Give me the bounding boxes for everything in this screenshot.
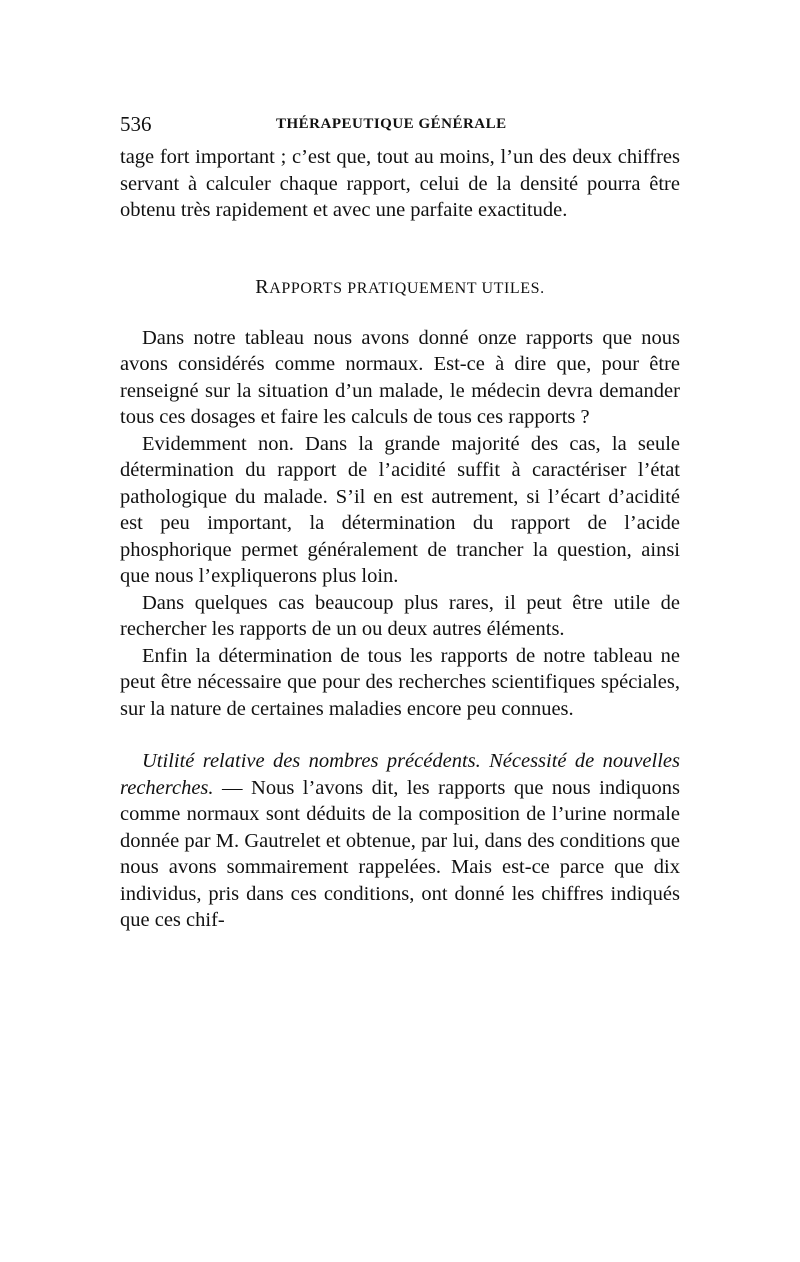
paragraph-enfin: Enfin la détermination de tous les rapports de notre tableau ne peut être nécessaire que pour des recherches scientifiques spéciales, sur la nature de certaines maladies encore peu connues. [120, 644, 680, 720]
section-heading-rest: APPORTS PRATIQUEMENT UTILES. [269, 279, 545, 297]
page-header [120, 112, 680, 144]
page-number: 536 [120, 112, 152, 136]
continued-paragraph: tage fort important ; c’est que, tout au moins, l’un des deux chiffres servant à calculer chaque rapport, celui de la densité pourra être obtenu très rapidement et avec une parfaite exactitude. [120, 146, 680, 221]
running-head: THÉRAPEUTIQUE GÉNÉRALE [276, 116, 507, 132]
paragraph-tableau: Dans notre tableau nous avons donné onze rapports que nous avons considérés comme normaux. Est-ce à dire que, pour être renseigné sur la situation d’un malade, le médecin devra demander tous ces dosages et faire les calculs de tous ces rapports ? [120, 326, 680, 428]
utilite-text: — Nous l’avons dit, les rapports que nous indiquons comme normaux sont déduits de la composition de l’urine normale donnée par M. Gautrelet et obtenue, par lui, dans des conditions que nous avons sommairement rappelées. Mais est-ce parce que dix individus, pris dans ces conditions, ont donné les chiffres indiqués que ces chif- [120, 776, 680, 931]
paragraph-quelques-cas: Dans quelques cas beaucoup plus rares, il peut être utile de rechercher les rapports de un ou deux autres éléments. [120, 591, 680, 640]
paragraph-evidemment: Evidemment non. Dans la grande majorité des cas, la seule détermination du rapport de l’acidité suffit à caractériser l’état pathologique du malade. S’il en est autrement, si l’écart d’acidité est peu important, la détermination du rapport de l’acide phosphorique permet généralement de trancher la question, ainsi que nous l’expliquerons plus loin. [120, 432, 680, 587]
paragraph-utilite [120, 748, 680, 934]
section-heading-cap: R [255, 275, 270, 298]
utilite-title: Utilité relative des nombres précédents. Nécessité de nouvelles recherches. [120, 750, 680, 799]
book-page [120, 112, 680, 934]
section-heading [120, 276, 680, 299]
